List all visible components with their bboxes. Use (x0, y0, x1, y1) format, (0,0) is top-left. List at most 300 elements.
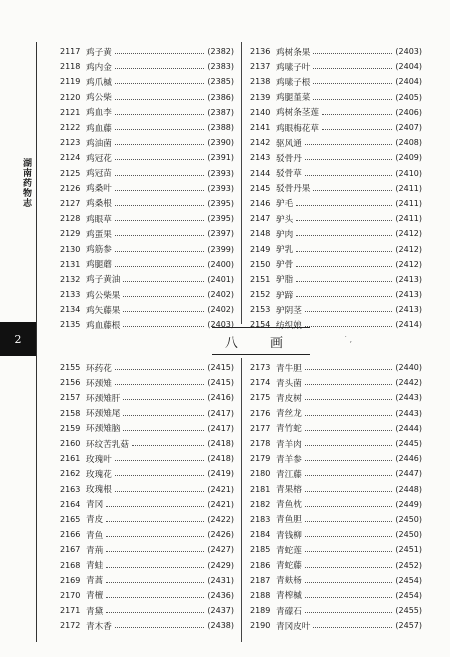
index-entry (60, 59, 234, 74)
entry-name: 鸡树条果 (276, 47, 311, 58)
index-entry (250, 618, 422, 633)
speck-mark: ˙ , (344, 336, 352, 344)
entry-name: 鸡矢藤果 (86, 305, 121, 316)
entry-number: 2184 (250, 530, 271, 540)
entry-page: (2383) (207, 62, 234, 72)
dot-leader (305, 445, 393, 446)
entry-number: 2135 (60, 320, 81, 330)
dot-leader (106, 551, 204, 552)
entry-name: 青果榕 (276, 485, 302, 496)
dot-leader (305, 551, 393, 552)
entry-page: (2382) (207, 47, 234, 57)
entry-name: 环纹苦乳菇 (86, 439, 129, 450)
index-entry (60, 542, 234, 557)
entry-name: 鸡冠花 (86, 153, 112, 164)
entry-name: 玫瑰花 (86, 469, 112, 480)
index-entry (250, 406, 422, 421)
entry-page: (2403) (395, 47, 422, 57)
dot-leader (322, 114, 392, 115)
entry-page: (2414) (395, 320, 422, 330)
index-entry (250, 196, 422, 211)
entry-number: 2119 (60, 77, 81, 87)
entry-name: 青丝龙 (276, 409, 302, 420)
entry-number: 2187 (250, 575, 271, 585)
entry-number: 2167 (60, 545, 81, 555)
entry-name: 鸡油菌 (86, 138, 112, 149)
entry-number: 2122 (60, 123, 81, 133)
entry-page: (2450) (395, 530, 422, 540)
entry-name: 玫瑰叶 (86, 454, 112, 465)
dot-leader (123, 311, 204, 312)
entry-page: (2407) (395, 123, 422, 133)
dot-leader (115, 384, 205, 385)
entry-page: (2446) (395, 454, 422, 464)
entry-number: 2165 (60, 514, 81, 524)
dot-leader (106, 612, 204, 613)
entry-page: (2402) (207, 305, 234, 315)
index-entry (250, 527, 422, 542)
index-entry (250, 557, 422, 572)
entry-name: 鸡眼草 (86, 214, 112, 225)
dot-leader (296, 235, 392, 236)
entry-name: 青竹蛇 (276, 424, 302, 435)
index-entry (250, 512, 422, 527)
entry-number: 2160 (60, 439, 81, 449)
index-entry (250, 302, 422, 317)
dot-leader (313, 627, 392, 628)
dot-leader (305, 415, 393, 416)
entry-page: (2393) (207, 183, 234, 193)
index-entry (250, 272, 422, 287)
dot-leader (305, 159, 393, 160)
entry-page: (2427) (207, 545, 234, 555)
dot-leader (106, 597, 204, 598)
entry-page: (2451) (395, 545, 422, 555)
index-entry (60, 181, 234, 196)
dot-leader (115, 175, 205, 176)
index-entry (60, 150, 234, 165)
entry-number: 2133 (60, 290, 81, 300)
index-entry (60, 90, 234, 105)
entry-page: (2412) (395, 229, 422, 239)
entry-number: 2138 (250, 77, 271, 87)
entry-number: 2170 (60, 590, 81, 600)
entry-page: (2444) (395, 423, 422, 433)
entry-number: 2132 (60, 274, 81, 284)
index-entry (250, 74, 422, 89)
index-entry (250, 436, 422, 451)
entry-name: 青羊肉 (276, 439, 302, 450)
entry-name: 青鱼枕 (276, 500, 302, 511)
entry-page: (2418) (207, 439, 234, 449)
index-entry (250, 497, 422, 512)
index-entry (250, 181, 422, 196)
entry-name: 驴阴茎 (276, 305, 302, 316)
entry-page: (2391) (207, 153, 234, 163)
entry-number: 2141 (250, 123, 271, 133)
entry-number: 2158 (60, 408, 81, 418)
entry-page: (2415) (207, 378, 234, 388)
entry-number: 2150 (250, 259, 271, 269)
dot-leader (115, 220, 205, 221)
entry-name: 青冈 (86, 500, 104, 511)
dot-leader (115, 266, 205, 267)
dot-leader (123, 415, 204, 416)
dot-leader (115, 114, 205, 115)
entry-page: (2426) (207, 530, 234, 540)
dot-leader (313, 68, 392, 69)
index-entry (250, 257, 422, 272)
index-entry (60, 466, 234, 481)
entry-number: 2128 (60, 214, 81, 224)
entry-name: 驴乳 (276, 245, 294, 256)
entry-name: 鸡血藤根 (86, 320, 121, 331)
entry-name: 鸡桑叶 (86, 184, 112, 195)
entry-number: 2189 (250, 606, 271, 616)
entry-name: 青羊参 (276, 454, 302, 465)
dot-leader (313, 99, 392, 100)
dot-leader (305, 399, 393, 400)
entry-page: (2438) (207, 621, 234, 631)
entry-page: (2413) (395, 274, 422, 284)
dot-leader (296, 266, 392, 267)
entry-name: 驱风通 (276, 138, 302, 149)
index-entry (250, 105, 422, 120)
entry-number: 2123 (60, 138, 81, 148)
index-entry (60, 302, 234, 317)
entry-page: (2429) (207, 560, 234, 570)
index-entry (250, 90, 422, 105)
dot-leader (115, 251, 205, 252)
entry-number: 2130 (60, 244, 81, 254)
entry-number: 2157 (60, 393, 81, 403)
entry-page: (2390) (207, 138, 234, 148)
dot-leader (305, 597, 393, 598)
entry-name: 驳骨草 (276, 169, 302, 180)
entry-page: (2442) (395, 378, 422, 388)
index-column-bottom-left (60, 360, 234, 633)
entry-number: 2190 (250, 621, 271, 631)
index-entry (60, 44, 234, 59)
entry-number: 2171 (60, 606, 81, 616)
entry-page: (2413) (395, 305, 422, 315)
index-entry (60, 135, 234, 150)
entry-name: 鸡嗉子根 (276, 77, 311, 88)
entry-number: 2163 (60, 484, 81, 494)
entry-page: (2457) (395, 621, 422, 631)
dot-leader (305, 326, 393, 327)
entry-name: 鸡公柴果 (86, 290, 121, 301)
index-entry (60, 573, 234, 588)
dot-leader (115, 190, 205, 191)
dot-leader (296, 251, 392, 252)
dot-leader (305, 460, 393, 461)
spine-rule (36, 42, 37, 642)
entry-number: 2154 (250, 320, 271, 330)
index-entry (60, 390, 234, 405)
entry-number: 2140 (250, 107, 271, 117)
index-entry (250, 287, 422, 302)
entry-name: 驴头 (276, 214, 294, 225)
index-entry (60, 166, 234, 181)
dot-leader (115, 68, 205, 69)
dot-leader (305, 612, 393, 613)
entry-number: 2153 (250, 305, 271, 315)
dot-leader (115, 235, 205, 236)
dot-leader (313, 83, 392, 84)
entry-number: 2185 (250, 545, 271, 555)
entry-name: 青黛 (86, 606, 104, 617)
entry-name: 青麸杨 (276, 576, 302, 587)
entry-page: (2401) (207, 274, 234, 284)
dot-leader (296, 220, 392, 221)
index-entry (60, 421, 234, 436)
entry-number: 2139 (250, 92, 271, 102)
column-divider-bottom (241, 358, 242, 642)
index-column-bottom-right (250, 360, 422, 633)
index-entry (250, 360, 422, 375)
index-entry (250, 120, 422, 135)
entry-number: 2164 (60, 499, 81, 509)
entry-page: (2452) (395, 560, 422, 570)
entry-number: 2181 (250, 484, 271, 494)
entry-page: (2447) (395, 469, 422, 479)
entry-name: 驴骨 (276, 260, 294, 271)
entry-page: (2393) (207, 168, 234, 178)
index-entry (60, 451, 234, 466)
dot-leader (305, 536, 393, 537)
index-entry (60, 272, 234, 287)
entry-number: 2144 (250, 168, 271, 178)
entry-name: 青榨槭 (276, 591, 302, 602)
index-entry (250, 390, 422, 405)
entry-number: 2173 (250, 363, 271, 373)
entry-name: 青蛇藤 (276, 561, 302, 572)
dot-leader (115, 53, 205, 54)
entry-number: 2149 (250, 244, 271, 254)
entry-name: 环颈雉 (86, 378, 112, 389)
entry-name: 鸡腿蘑 (86, 260, 112, 271)
dot-leader (115, 491, 205, 492)
entry-page: (2412) (395, 244, 422, 254)
entry-number: 2125 (60, 168, 81, 178)
index-entry (60, 603, 234, 618)
index-entry (60, 588, 234, 603)
entry-page: (2431) (207, 575, 234, 585)
index-entry (60, 436, 234, 451)
entry-name: 纺织娘 (276, 320, 302, 331)
entry-page: (2410) (395, 168, 422, 178)
entry-number: 2131 (60, 259, 81, 269)
entry-page: (2437) (207, 606, 234, 616)
entry-number: 2126 (60, 183, 81, 193)
entry-name: 青蛇莲 (276, 545, 302, 556)
index-entry (60, 557, 234, 572)
entry-page: (2395) (207, 198, 234, 208)
entry-number: 2136 (250, 47, 271, 57)
dot-leader (123, 326, 204, 327)
entry-name: 青皮 (86, 515, 104, 526)
entry-number: 2143 (250, 153, 271, 163)
entry-number: 2175 (250, 393, 271, 403)
entry-page: (2455) (395, 606, 422, 616)
entry-page: (2408) (395, 138, 422, 148)
entry-name: 驳骨丹 (276, 153, 302, 164)
entry-number: 2156 (60, 378, 81, 388)
entry-number: 2186 (250, 560, 271, 570)
index-column-top-left (60, 44, 234, 333)
entry-page: (2412) (395, 259, 422, 269)
entry-name: 鸡子黄油 (86, 275, 121, 286)
entry-page: (2417) (207, 408, 234, 418)
entry-page: (2406) (395, 107, 422, 117)
entry-name: 玫瑰根 (86, 485, 112, 496)
entry-number: 2145 (250, 183, 271, 193)
dot-leader (115, 144, 205, 145)
entry-number: 2118 (60, 62, 81, 72)
entry-page: (2405) (395, 92, 422, 102)
index-entry (60, 406, 234, 421)
entry-page: (2445) (395, 439, 422, 449)
dot-leader (106, 567, 204, 568)
entry-name: 鸡腿堇菜 (276, 93, 311, 104)
entry-name: 青蒿 (86, 576, 104, 587)
dot-leader (115, 460, 205, 461)
index-entry (60, 241, 234, 256)
entry-name: 驴肉 (276, 229, 294, 240)
entry-page: (2440) (395, 363, 422, 373)
dot-leader (296, 281, 392, 282)
entry-name: 青鱼 (86, 530, 104, 541)
entry-number: 2121 (60, 107, 81, 117)
entry-name: 青江藤 (276, 469, 302, 480)
dot-leader (305, 506, 393, 507)
entry-number: 2151 (250, 274, 271, 284)
dot-leader (305, 144, 393, 145)
entry-number: 2137 (250, 62, 271, 72)
entry-name: 鸡爪槭 (86, 77, 112, 88)
entry-number: 2134 (60, 305, 81, 315)
entry-name: 鸡嗉子叶 (276, 62, 311, 73)
dot-leader (115, 129, 205, 130)
entry-number: 2127 (60, 198, 81, 208)
index-entry (60, 196, 234, 211)
entry-name: 驴蹄 (276, 290, 294, 301)
entry-page: (2387) (207, 107, 234, 117)
index-entry (250, 542, 422, 557)
entry-number: 2180 (250, 469, 271, 479)
dot-leader (305, 582, 393, 583)
entry-page: (2404) (395, 77, 422, 87)
dot-leader (296, 296, 392, 297)
index-entry (60, 527, 234, 542)
index-entry (250, 573, 422, 588)
entry-page: (2395) (207, 214, 234, 224)
entry-page: (2421) (207, 484, 234, 494)
entry-name: 驴脂 (276, 275, 294, 286)
entry-number: 2147 (250, 214, 271, 224)
entry-number: 2161 (60, 454, 81, 464)
column-divider-top (241, 42, 242, 324)
entry-number: 2142 (250, 138, 271, 148)
entry-number: 2120 (60, 92, 81, 102)
entry-name: 鸡公柴 (86, 93, 112, 104)
entry-name: 青鱼胆 (276, 515, 302, 526)
dot-leader (123, 296, 204, 297)
entry-name: 青头菌 (276, 378, 302, 389)
index-entry (60, 512, 234, 527)
index-entry (60, 497, 234, 512)
index-entry (250, 466, 422, 481)
index-entry (250, 150, 422, 165)
entry-page: (2385) (207, 77, 234, 87)
entry-page: (2449) (395, 499, 422, 509)
index-entry (60, 211, 234, 226)
entry-name: 鸡血李 (86, 108, 112, 119)
entry-number: 2168 (60, 560, 81, 570)
index-entry (250, 59, 422, 74)
entry-name: 鸡冠苗 (86, 169, 112, 180)
entry-page: (2448) (395, 484, 422, 494)
entry-number: 2148 (250, 229, 271, 239)
index-entry (250, 588, 422, 603)
entry-name: 环颈雉尾 (86, 409, 121, 420)
entry-number: 2159 (60, 423, 81, 433)
entry-page: (2419) (207, 469, 234, 479)
section-heading: 八 画 (212, 327, 310, 355)
entry-page: (2411) (395, 198, 422, 208)
dot-leader (305, 384, 393, 385)
entry-name: 环颈雉肝 (86, 393, 121, 404)
entry-page: (2388) (207, 123, 234, 133)
index-entry (250, 44, 422, 59)
dot-leader (322, 129, 392, 130)
dot-leader (305, 311, 393, 312)
entry-name: 驴毛 (276, 199, 294, 210)
index-entry (60, 105, 234, 120)
dot-leader (132, 445, 204, 446)
dot-leader (305, 475, 393, 476)
dot-leader (305, 491, 393, 492)
entry-page: (2443) (395, 408, 422, 418)
index-entry (60, 482, 234, 497)
dot-leader (305, 567, 393, 568)
entry-name: 鸡血藤 (86, 123, 112, 134)
index-entry (250, 421, 422, 436)
index-entry (250, 603, 422, 618)
entry-number: 2162 (60, 469, 81, 479)
dot-leader (106, 582, 204, 583)
index-entry (60, 257, 234, 272)
entry-page: (2436) (207, 590, 234, 600)
entry-page: (2417) (207, 423, 234, 433)
entry-name: 鸡眼梅花草 (276, 123, 319, 134)
dot-leader (115, 83, 205, 84)
dot-leader (106, 521, 204, 522)
dot-leader (123, 430, 204, 431)
entry-name: 青牛胆 (276, 363, 302, 374)
index-entry (250, 482, 422, 497)
entry-page: (2421) (207, 499, 234, 509)
index-column-top-right (250, 44, 422, 333)
entry-page: (2400) (207, 259, 234, 269)
index-entry (60, 226, 234, 241)
entry-name: 青钱柳 (276, 530, 302, 541)
dot-leader (123, 281, 204, 282)
dot-leader (115, 369, 205, 370)
index-entry (250, 451, 422, 466)
entry-number: 2179 (250, 454, 271, 464)
